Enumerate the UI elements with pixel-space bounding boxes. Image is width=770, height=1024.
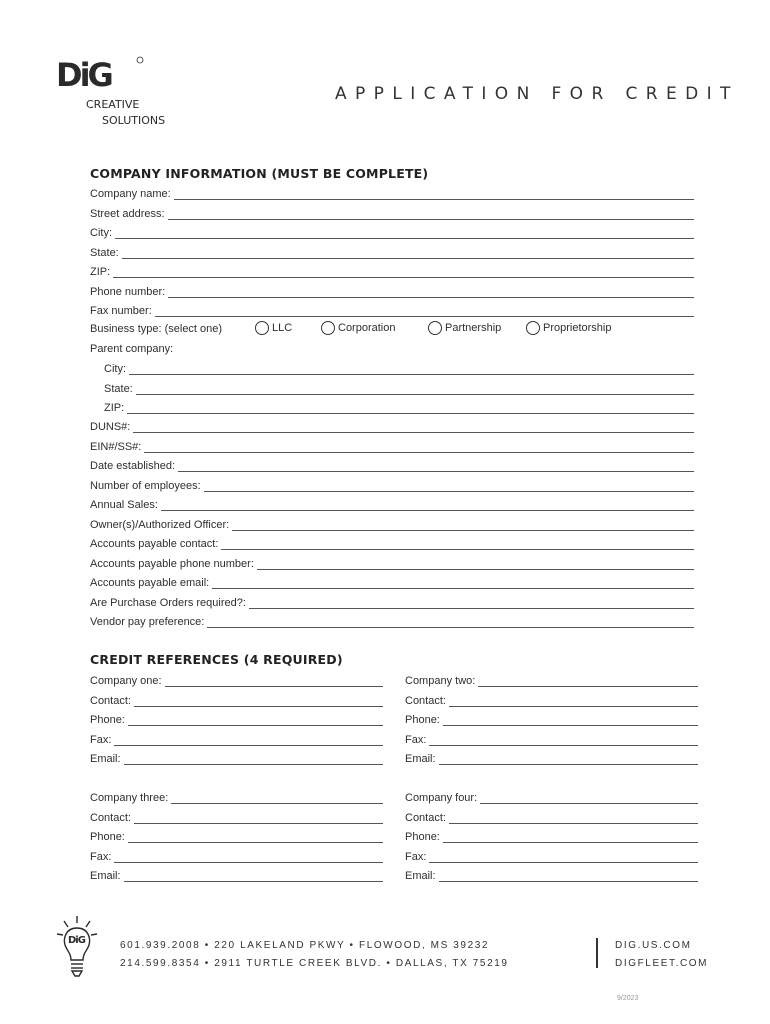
field-label: Accounts payable contact: [90, 538, 219, 550]
field-label: Contact: [90, 811, 131, 824]
field-label: Phone: [90, 714, 125, 726]
field-label: Email: [90, 870, 121, 882]
logo-line1: CREATIVE [86, 98, 140, 111]
footer-website-digfleet[interactable]: DIGFLEET.COM [615, 958, 709, 969]
credit-group1-right-2[interactable] [405, 712, 698, 726]
field-label: Email: [405, 870, 436, 882]
field-label: Fax number: [90, 305, 152, 317]
fill-line[interactable] [124, 870, 383, 882]
business-type-partnership[interactable] [428, 321, 501, 335]
field-label: Company name: [90, 188, 171, 200]
option-label: Proprietorship [543, 322, 612, 334]
credit-group2-left-1[interactable] [90, 810, 383, 824]
credit-group2-left-2[interactable] [90, 829, 383, 843]
footer-divider [596, 938, 598, 968]
field-label: Fax: [90, 850, 112, 863]
lightbulb-logo-icon [56, 916, 98, 980]
field-label: Number of employees: [90, 479, 201, 492]
company-field-b-0[interactable] [90, 419, 694, 433]
field-label: Fax: [405, 850, 427, 863]
company-field-1[interactable] [90, 206, 694, 220]
field-label: Company three: [90, 792, 169, 804]
option-label: LLC [272, 322, 293, 334]
fill-line[interactable] [439, 870, 698, 882]
fill-line[interactable] [144, 441, 694, 453]
fill-line[interactable] [114, 851, 383, 863]
field-label: Fax: [90, 733, 112, 746]
fill-line[interactable] [168, 286, 694, 298]
logo-line2: SOLUTIONS [102, 114, 166, 127]
business-type-corporation[interactable] [321, 321, 395, 335]
credit-group2-left-3[interactable] [90, 849, 383, 863]
field-label: Annual Sales: [90, 499, 158, 511]
revision-date: 9/2023 [617, 995, 639, 1002]
credit-group1-left-4[interactable] [90, 751, 383, 765]
field-label: Email: [405, 753, 436, 765]
field-label: Date established: [90, 460, 175, 472]
company-info-heading: COMPANY INFORMATION (MUST BE COMPLETE) [90, 166, 429, 181]
company-field-b-9[interactable] [90, 595, 694, 609]
registered-mark-icon [137, 57, 143, 63]
field-label: EIN#/SS#: [90, 440, 142, 453]
field-label: State: [90, 246, 119, 259]
logo-text: DiG [56, 56, 111, 94]
fill-line[interactable] [114, 734, 383, 746]
fill-line[interactable] [115, 227, 694, 239]
field-label: Company one: [90, 675, 162, 687]
parent-field-0[interactable] [104, 361, 694, 375]
credit-group1-left-0[interactable] [90, 673, 383, 687]
field-label: ZIP: [104, 402, 125, 414]
fill-line[interactable] [443, 831, 698, 843]
company-field-b-10[interactable] [90, 614, 694, 628]
field-label: Vendor pay preference: [90, 616, 205, 628]
fill-line[interactable] [221, 538, 694, 550]
credit-group1-left-2[interactable] [90, 712, 383, 726]
fill-line[interactable] [171, 792, 383, 804]
credit-group2-left-0[interactable] [90, 790, 383, 804]
field-label: City: [90, 227, 112, 239]
company-field-0[interactable] [90, 186, 694, 200]
fill-line[interactable] [168, 208, 694, 220]
field-label: DUNS#: [90, 421, 131, 433]
fill-line[interactable] [174, 188, 694, 200]
fill-line[interactable] [134, 812, 383, 824]
field-label: Phone: [405, 714, 440, 726]
parent-field-2[interactable] [104, 400, 694, 414]
fill-line[interactable] [429, 851, 698, 863]
parent-company-label: Parent company: [90, 343, 174, 355]
field-label: Email: [90, 753, 121, 765]
business-type-proprietorship[interactable] [526, 321, 611, 335]
fill-line[interactable] [439, 753, 698, 765]
field-label: Phone: [90, 831, 125, 843]
credit-group1-right-1[interactable] [405, 693, 698, 707]
fill-line[interactable] [178, 460, 694, 472]
fill-line[interactable] [161, 499, 694, 511]
fill-line[interactable] [136, 383, 694, 395]
credit-group2-left-4[interactable] [90, 868, 383, 882]
company-field-b-1[interactable] [90, 439, 694, 453]
field-label: Phone number: [90, 285, 166, 298]
radio-icon[interactable] [428, 321, 442, 335]
fill-line[interactable] [127, 402, 694, 414]
field-label: ZIP: [90, 266, 111, 278]
fill-line[interactable] [449, 695, 698, 707]
fill-line[interactable] [128, 714, 383, 726]
company-field-b-6[interactable] [90, 536, 694, 550]
credit-group2-right-0[interactable] [405, 790, 698, 804]
fill-line[interactable] [212, 577, 694, 589]
field-label: Company four: [405, 792, 478, 804]
company-field-5[interactable] [90, 284, 694, 298]
fill-line[interactable] [165, 675, 383, 687]
field-label: Contact: [90, 694, 131, 707]
business-type-llc[interactable] [255, 321, 292, 335]
company-field-2[interactable] [90, 225, 694, 239]
radio-icon[interactable] [526, 321, 540, 335]
fill-line[interactable] [257, 558, 694, 570]
credit-group1-right-4[interactable] [405, 751, 698, 765]
business-type-label: Business type: (select one) [90, 323, 223, 335]
fill-line[interactable] [249, 597, 694, 609]
option-label: Partnership [445, 322, 502, 334]
field-label: Contact: [405, 811, 446, 824]
footer-logo-text: DiG [68, 935, 85, 946]
company-field-b-8[interactable] [90, 575, 694, 589]
field-label: Owner(s)/Authorized Officer: [90, 518, 230, 531]
fill-line[interactable] [133, 421, 694, 433]
field-label: Company two: [405, 675, 476, 687]
credit-references-heading: CREDIT REFERENCES (4 REQUIRED) [90, 652, 343, 667]
fill-line[interactable] [443, 714, 698, 726]
credit-group1-right-0[interactable] [405, 673, 698, 687]
credit-group2-right-3[interactable] [405, 849, 698, 863]
option-label: Corporation [338, 322, 396, 334]
fill-line[interactable] [429, 734, 698, 746]
fill-line[interactable] [449, 812, 698, 824]
dig-logo [56, 56, 166, 130]
credit-group1-right-3[interactable] [405, 732, 698, 746]
credit-group1-left-3[interactable] [90, 732, 383, 746]
company-field-b-7[interactable] [90, 556, 694, 570]
footer-address-line1: 601.939.2008 • 220 LAKELAND PKWY • FLOWOOD, MS 39232 [120, 940, 490, 951]
field-label: City: [104, 363, 126, 375]
credit-group2-right-4[interactable] [405, 868, 698, 882]
fill-line[interactable] [204, 480, 694, 492]
field-label: Street address: [90, 207, 165, 220]
page-title: APPLICATION FOR CREDIT [335, 84, 739, 104]
company-field-b-4[interactable] [90, 497, 694, 511]
field-label: Fax: [405, 733, 427, 746]
fill-line[interactable] [124, 753, 383, 765]
credit-group1-left-1[interactable] [90, 693, 383, 707]
field-label: Phone: [405, 831, 440, 843]
field-label: State: [104, 382, 133, 395]
radio-icon[interactable] [255, 321, 269, 335]
fill-line[interactable] [134, 695, 383, 707]
fill-line[interactable] [129, 363, 694, 375]
fill-line[interactable] [122, 247, 694, 259]
fill-line[interactable] [128, 831, 383, 843]
fill-line[interactable] [480, 792, 698, 804]
company-field-b-5[interactable] [90, 517, 694, 531]
credit-group2-right-2[interactable] [405, 829, 698, 843]
footer-address-line2: 214.599.8354 • 2911 TURTLE CREEK BLVD. • DALLAS, TX 75219 [120, 958, 509, 969]
company-field-3[interactable] [90, 245, 694, 259]
field-label: Accounts payable email: [90, 577, 210, 589]
field-label: Are Purchase Orders required?: [90, 596, 246, 609]
radio-icon[interactable] [321, 321, 335, 335]
parent-field-1[interactable] [104, 381, 694, 395]
fill-line[interactable] [155, 305, 694, 317]
credit-group2-right-1[interactable] [405, 810, 698, 824]
fill-line[interactable] [207, 616, 694, 628]
parent-company-label-row [90, 341, 290, 355]
fill-line[interactable] [113, 266, 694, 278]
field-label: Contact: [405, 694, 446, 707]
company-field-6[interactable] [90, 303, 694, 317]
fill-line[interactable] [478, 675, 698, 687]
field-label: Accounts payable phone number: [90, 557, 254, 570]
footer-website-dig[interactable]: DIG.US.COM [615, 940, 692, 951]
company-field-b-3[interactable] [90, 478, 694, 492]
company-field-4[interactable] [90, 264, 694, 278]
business-type-row [90, 321, 710, 337]
company-field-b-2[interactable] [90, 458, 694, 472]
fill-line[interactable] [232, 519, 694, 531]
